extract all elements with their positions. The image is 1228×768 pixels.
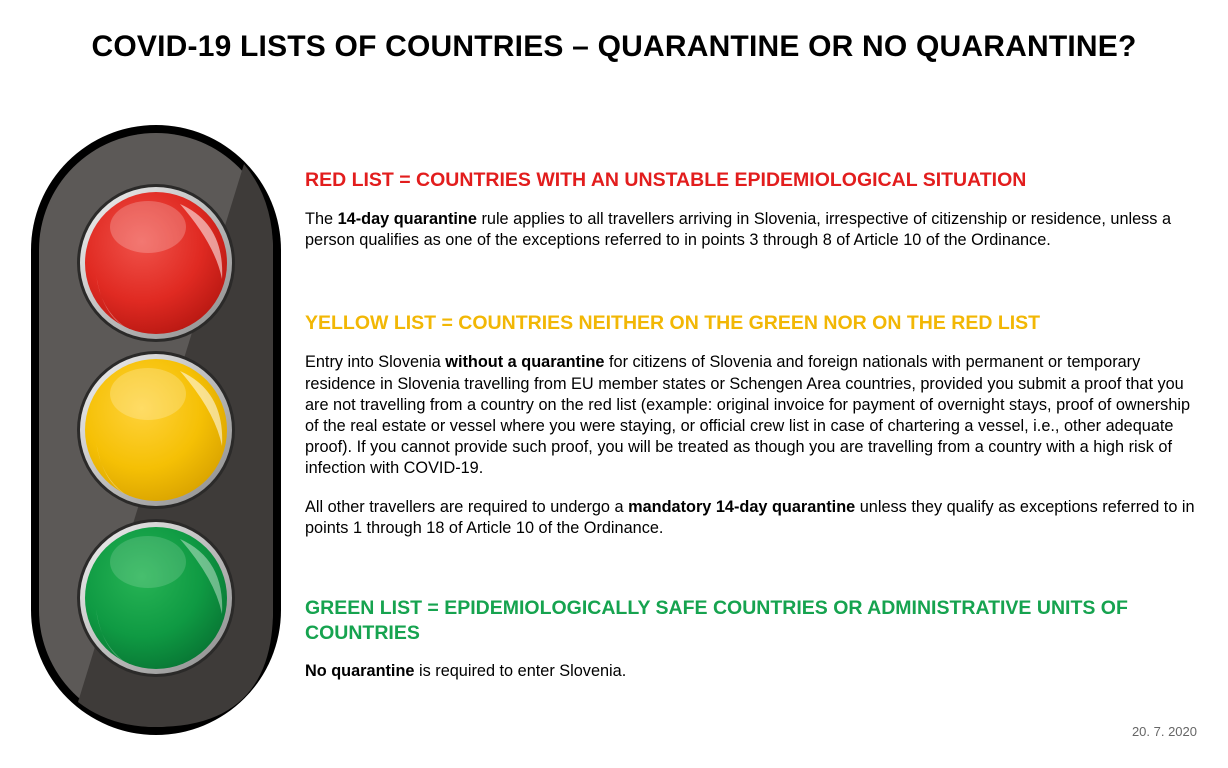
yellow-list-text-1 — [305, 352, 1205, 479]
text-run: Entry into Slovenia — [305, 353, 446, 372]
yellow-list-heading: YELLOW LIST = COUNTRIES NEITHER ON THE GREEN NOR ON THE RED LIST — [305, 312, 1041, 335]
yellow-light — [77, 351, 235, 509]
red-list-text — [305, 209, 1205, 251]
red-list-heading: RED LIST = COUNTRIES WITH AN UNSTABLE EPIDEMIOLOGICAL SITUATION — [305, 169, 1027, 191]
date-label: 20. 7. 2020 — [1131, 724, 1197, 739]
emphasis-text: 14-day quarantine — [337, 210, 477, 228]
green-list-heading: GREEN LIST = EPIDEMIOLOGICALLY SAFE COUNTRIES OR ADMINISTRATIVE UNITS OF COUNTRIES — [305, 597, 1128, 645]
text-run: All other travellers are required to undergo a — [305, 497, 629, 516]
traffic-light-icon — [30, 124, 282, 736]
page-title: COVID-19 LISTS OF COUNTRIES – QUARANTINE OR NO QUARANTINE? — [91, 30, 1137, 63]
green-list-section — [305, 596, 1205, 682]
content-column — [305, 168, 1205, 682]
text-run: for citizens of Slovenia and foreign nationals with permanent or temporary residence in Slovenia travelling from EU member states or Schengen Area countries, provided you submit a proof that you are not travelling from a country on the red list (example: original invoice for payment of overnight stays, proof of ownership of the real estate or vessel where you were staying, or official crew list in case of chartering a vessel, i.e., other adequate proof). If you cannot provide such proof, you will be treated as though you are travelling from a country with a high risk of infection with COVID-19. — [305, 353, 1191, 478]
red-list-section — [305, 168, 1205, 251]
text-run: rule applies to all travellers arriving in Slovenia, irrespective of citizenship or residence, unless a person qualifies as one of the exceptions referred to in points 3 through 8 of Article 10 of the Ordinance. — [305, 210, 1172, 250]
emphasis-text: mandatory 14-day quarantine — [628, 497, 856, 516]
text-run: unless they qualify as exceptions referred to in points 1 through 18 of Article 10 of the Ordinance. — [305, 497, 1195, 537]
emphasis-text: without a quarantine — [445, 353, 605, 372]
green-light — [77, 519, 235, 677]
yellow-list-text-2 — [305, 497, 1205, 539]
text-run: The — [305, 210, 338, 228]
red-light — [77, 184, 235, 342]
yellow-list-section — [305, 311, 1205, 539]
traffic-light-graphic — [30, 124, 282, 736]
green-list-text — [305, 661, 1205, 682]
text-run: is required to enter Slovenia. — [414, 662, 627, 681]
emphasis-text: No quarantine — [305, 662, 415, 681]
